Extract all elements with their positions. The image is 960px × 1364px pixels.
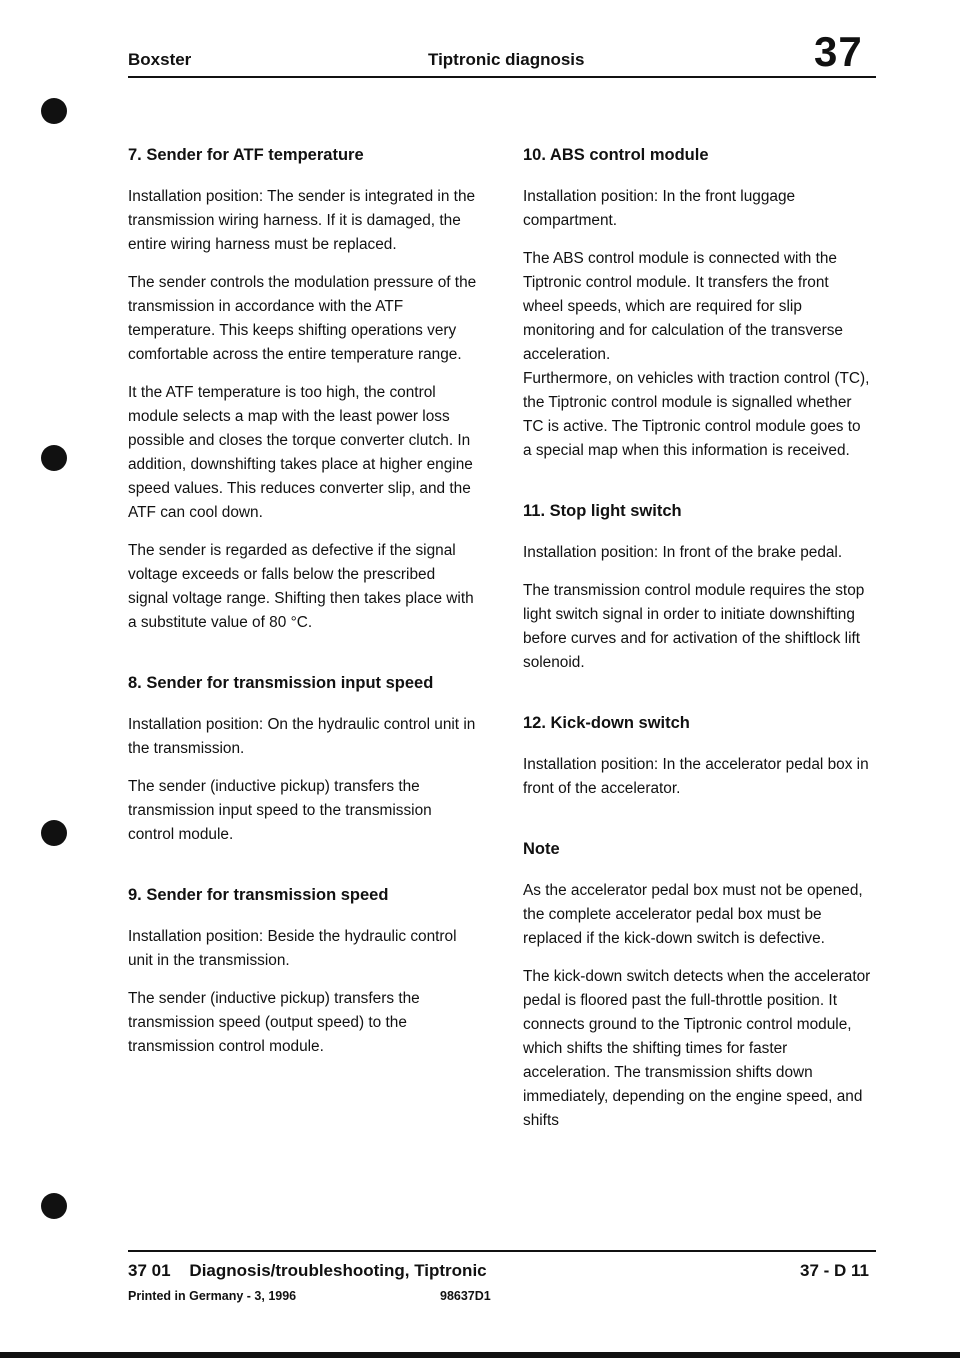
chapter-number: 37 [814,28,863,75]
paragraph: Installation position: In the accelerator pedal box in front of the accelerator. [523,756,869,797]
scan-edge-band [0,1352,960,1358]
paragraph: The ABS control module is connected with the Tiptronic control module. It transfers the front wheel speeds, which are required for slip monitoring and for calculation of the transverse acceleration. [523,250,843,363]
paragraph: The sender (inductive pickup) transfers the transmission speed (output speed) to the transmission control module. [128,990,420,1055]
footer-section [128,1261,487,1281]
left-column [128,143,478,1073]
binder-hole [41,820,67,846]
binder-hole [41,1193,67,1219]
footer-rule [128,1250,876,1252]
document-code: 98637D1 [440,1289,491,1303]
paragraph: The sender (inductive pickup) transfers the transmission input speed to the transmission control module. [128,778,432,843]
paragraph: Installation position: On the hydraulic control unit in the transmission. [128,716,476,757]
section-heading: 7. Sender for ATF temperature [128,146,364,164]
section-heading: 12. Kick-down switch [523,714,690,732]
paragraph: Furthermore, on vehicles with traction control (TC), the Tiptronic control module is signalled whether TC is active. The Tiptronic control module goes to a special map when this information is received. [523,370,870,459]
binder-hole [41,98,67,124]
footer-section-text: 37 01 Diagnosis/troubleshooting, Tiptronic [128,1261,487,1280]
section-heading: 11. Stop light switch [523,502,682,520]
paragraph: Installation position: The sender is integrated in the transmission wiring harness. If it is damaged, the entire wiring harness must be replaced. [128,188,476,253]
section-heading: 8. Sender for transmission input speed [128,674,434,692]
right-column [523,143,873,1147]
header-rule [128,76,876,78]
page-number: 37 - D 11 [800,1261,869,1280]
paragraph: The kick-down switch detects when the accelerator pedal is floored past the full-throttle position. It connects ground to the Tiptronic control module, which shifts the shifting times for faster acceleration. The transmission shifts down immediately, depending on the engine speed, and shifts [523,968,871,1129]
paragraph: The sender controls the modulation pressure of the transmission in accordance with the ATF temperature. This keeps shifting operations very comfortable across the entire temperature range. [128,274,477,363]
section-heading: 10. ABS control module [523,146,709,164]
section-heading: 9. Sender for transmission speed [128,886,389,904]
header-title: Tiptronic diagnosis [428,50,585,69]
printed-info: Printed in Germany - 3, 1996 [128,1289,297,1303]
header-model: Boxster [128,50,192,69]
paragraph: Installation position: Beside the hydraulic control unit in the transmission. [128,928,457,969]
paragraph: The transmission control module requires the stop light switch signal in order to initiate downshifting before curves and for activation of the shiftlock lift solenoid. [523,582,865,671]
note-text: As the accelerator pedal box must not be opened, the complete accelerator pedal box must be replaced if the kick-down switch is defective. [523,882,863,947]
paragraph: Installation position: In front of the brake pedal. [523,544,843,561]
note-heading: Note [523,840,560,858]
paragraph: The sender is regarded as defective if the signal voltage exceeds or falls below the prescribed signal voltage range. Shifting then takes place with a substitute value of 80 °C. [128,542,474,631]
paragraph: It the ATF temperature is too high, the control module selects a map with the least power loss possible and closes the torque converter clutch. In addition, downshifting takes place at higher engine speed values. This reduces converter slip, and the ATF can cool down. [128,384,473,521]
binder-hole [41,445,67,471]
paragraph: Installation position: In the front luggage compartment. [523,188,796,229]
